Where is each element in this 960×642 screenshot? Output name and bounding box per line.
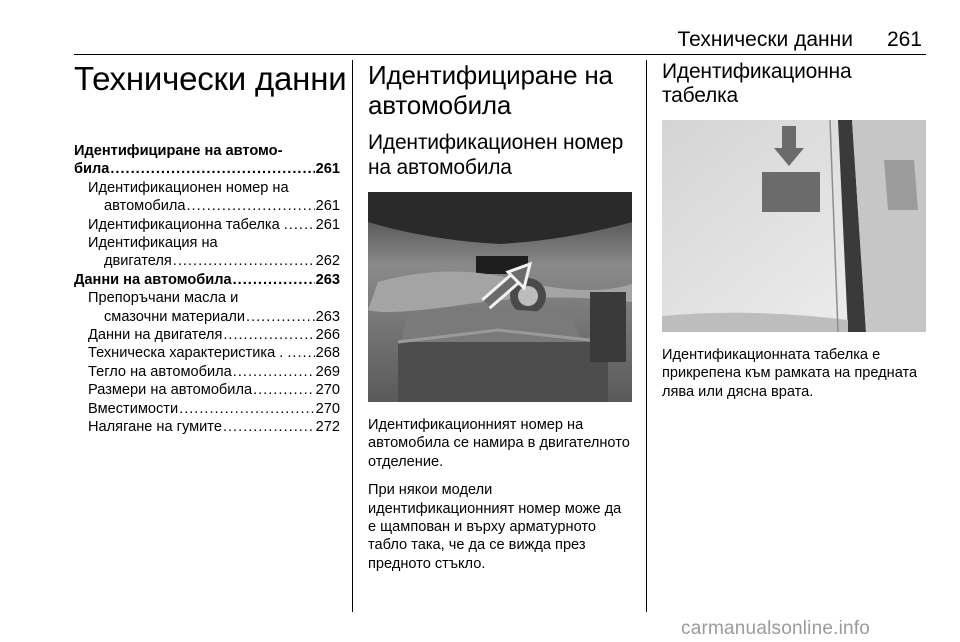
toc-leader (233, 271, 315, 289)
toc-leader (233, 363, 315, 381)
engine-bay-illustration (368, 192, 632, 402)
door-frame-photo (662, 120, 926, 332)
toc-item[interactable] (74, 234, 340, 271)
watermark: carmanualsonline.info (681, 618, 871, 639)
toc-text: Размери на автомобила (88, 382, 253, 399)
toc-section[interactable] (74, 271, 340, 289)
toc-leader (223, 326, 314, 344)
plate-heading: Идентификационна табелка (662, 60, 852, 107)
running-head-title: Технически данни (677, 28, 853, 51)
toc-page-number: 270 (315, 400, 340, 417)
toc-leader (292, 344, 314, 362)
toc-section[interactable] (74, 142, 340, 179)
toc-leader (179, 400, 315, 418)
toc-item[interactable] (74, 326, 340, 344)
toc-leader (110, 160, 314, 178)
toc-text: Идентификационен номер на (88, 179, 289, 196)
toc-item[interactable] (74, 381, 340, 399)
engine-bay-photo (368, 192, 632, 402)
toc-item[interactable] (74, 363, 340, 381)
toc-text: Тегло на автомобила (88, 363, 232, 380)
toc-page-number: 272 (315, 419, 340, 436)
toc-item[interactable] (74, 179, 340, 216)
toc-leader (186, 197, 314, 215)
toc-text: Налягане на гумите (88, 419, 222, 436)
toc-text: Вместимости (88, 400, 179, 417)
toc-text: Идентифициране на автомо- (74, 143, 283, 159)
table-of-contents (74, 142, 340, 437)
toc-text: Данни на двигателя (88, 327, 223, 344)
header-rule (74, 54, 926, 55)
toc-leader (223, 418, 315, 436)
toc-page-number: 261 (315, 216, 340, 233)
vin-paragraph-1: Идентификационният номер на автомобила се намира в двигателното отделение. (368, 417, 630, 470)
toc-leader (253, 381, 315, 399)
vin-heading: Идентификационен номер на автомобила (368, 131, 624, 179)
toc-page-number: 269 (315, 363, 340, 380)
toc-page-number: 261 (315, 198, 340, 215)
toc-text: Идентификационна табелка . (88, 216, 288, 233)
toc-page-number: 262 (315, 253, 340, 270)
column-divider (352, 60, 353, 612)
door-frame-illustration (662, 120, 926, 332)
toc-item[interactable] (74, 289, 340, 326)
running-head (678, 28, 922, 52)
toc-text: Препоръчани масла и (88, 290, 239, 307)
toc-leader (246, 308, 315, 326)
toc-page-number: 263 (315, 308, 340, 325)
toc-leader (289, 216, 315, 234)
toc-text: била (74, 161, 110, 178)
toc-item[interactable] (74, 400, 340, 418)
chapter-title: Технически данни (74, 60, 347, 97)
vin-paragraph-2: При някои модели идентификационният номер може да е щампован и върху арматурното табло така, че да се вижда през предното стъкло. (368, 482, 622, 572)
toc-text: смазочни материали (104, 308, 245, 325)
plate-column (662, 60, 926, 401)
toc-page-number: 263 (315, 271, 340, 288)
page-number: 261 (886, 28, 922, 51)
toc-column (74, 60, 347, 437)
section-heading: Идентифициране на автомобила (368, 60, 613, 120)
toc-page-number: 261 (315, 161, 340, 178)
column-divider (646, 60, 647, 612)
toc-page-number: 270 (315, 382, 340, 399)
toc-leader (173, 252, 315, 270)
toc-page-number: 268 (315, 345, 340, 362)
toc-text: автомобила (104, 198, 186, 215)
toc-item[interactable] (74, 216, 340, 234)
toc-text: Идентификация на (88, 235, 218, 252)
toc-item[interactable] (74, 344, 340, 362)
plate-caption: Идентификационната табелка е прикрепена към рамката на предната лява или дясна врата. (662, 347, 918, 400)
toc-text: двигателя (104, 253, 172, 270)
toc-text: Техническа характеристика . . (88, 345, 292, 362)
vin-column (368, 60, 632, 573)
toc-page-number: 266 (315, 327, 340, 344)
toc-item[interactable] (74, 418, 340, 436)
toc-text: Данни на автомобила (74, 271, 232, 288)
